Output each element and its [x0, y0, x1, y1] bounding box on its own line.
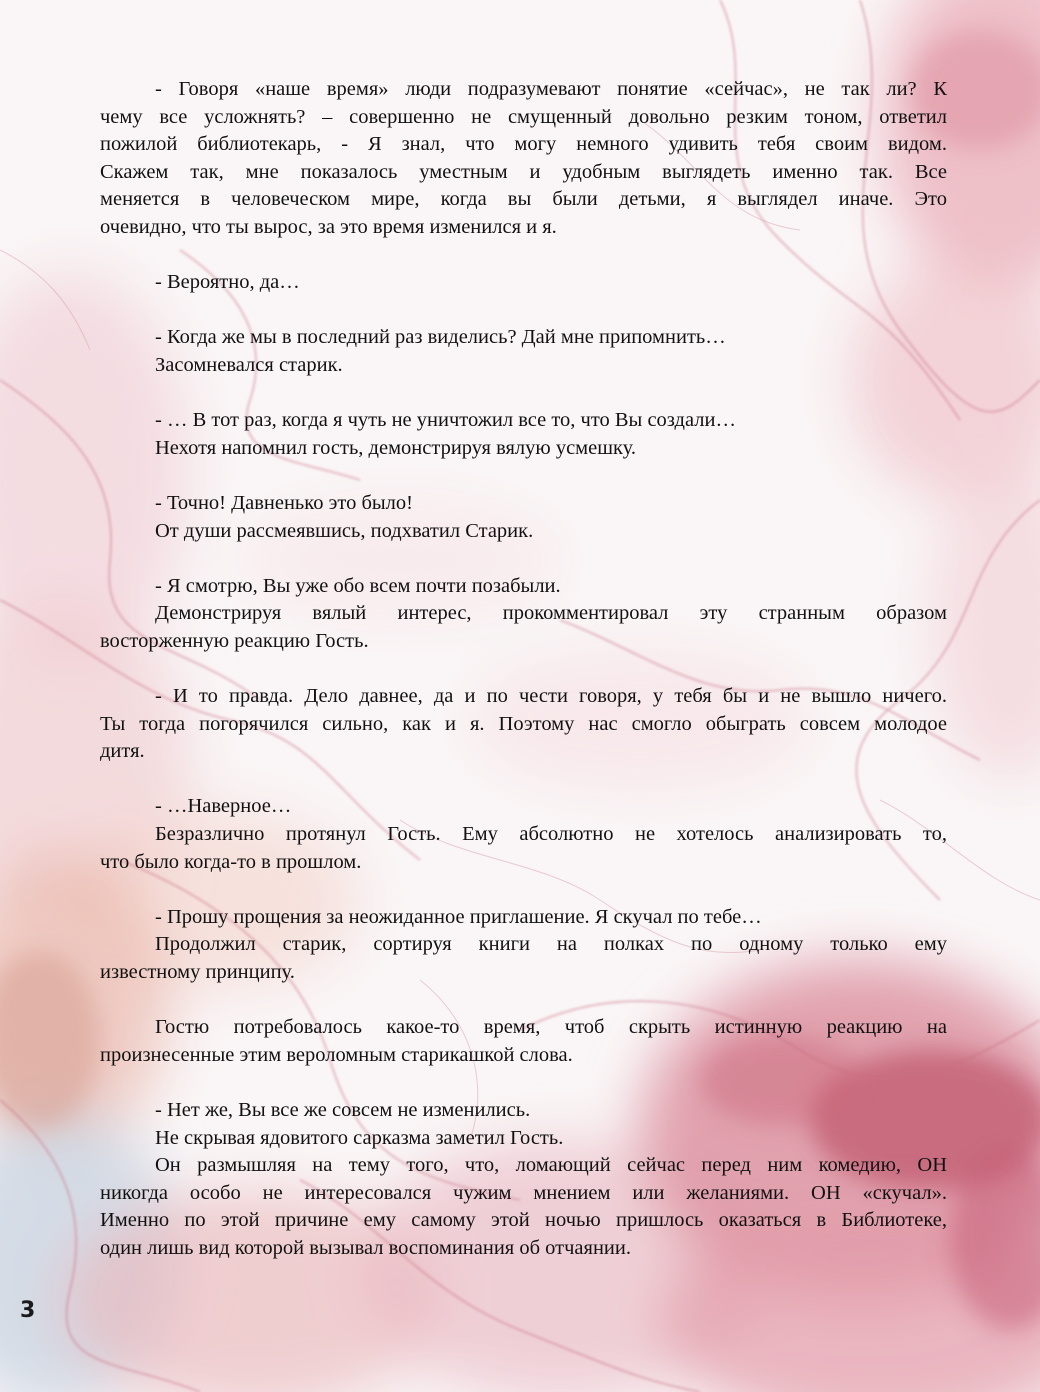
text-line: - Я смотрю, Вы уже обо всем почти позабыли.	[155, 574, 561, 597]
paragraph	[100, 573, 947, 656]
text-line: произнесенные этим вероломным старикашкой слова.	[100, 1043, 573, 1066]
text-line: меняется в человеческом мире, когда вы были детьми, я выглядел иначе. Это	[100, 188, 947, 211]
text-line: - Когда же мы в последний раз виделись? Дай мне припомнить…	[155, 326, 726, 349]
text-line: Засомневался старик.	[155, 353, 343, 376]
paragraph	[100, 76, 947, 242]
text-line: известному принципу.	[100, 961, 295, 983]
text-line: - Точно! Давненько это было!	[155, 491, 413, 514]
text-line: очевидно, что ты вырос, за это время изменился и я.	[100, 215, 557, 238]
text-line: Гостю потребовалось какое-то время, чтоб скрыть истинную реакцию на	[155, 1016, 947, 1039]
text-line: От души рассмеявшись, подхватил Старик.	[155, 519, 534, 542]
paragraph	[100, 1097, 947, 1263]
paragraph	[100, 407, 947, 462]
text-line: дитя.	[100, 740, 145, 763]
text-line: - Нет же, Вы все же совсем не изменились.	[155, 1098, 531, 1121]
text-line: - И то правда. Дело давнее, да и по чести говоря, у тебя бы и не вышло ничего.	[155, 685, 947, 708]
text-line: - Прошу прощения за неожиданное приглашение. Я скучал по тебе…	[155, 905, 762, 928]
text-line: Скажем так, мне показалось уместным и удобным выглядеть именно так. Все	[100, 160, 947, 183]
text-line: Продолжил старик, сортируя книги на полках по одному только ему	[155, 933, 947, 956]
text-line: Безразлично протянул Гость. Ему абсолютно не хотелось анализировать то,	[155, 823, 947, 846]
story-text	[100, 76, 947, 1263]
paragraph	[100, 904, 947, 987]
text-line: Именно по этой причине ему самому этой ночью пришлось оказаться в Библиотеке,	[100, 1209, 947, 1232]
text-line: один лишь вид которой вызывал воспоминания об отчаянии.	[100, 1236, 631, 1259]
text-line: - Вероятно, да…	[155, 271, 300, 294]
paragraph	[100, 683, 947, 766]
text-line: пожилой библиотекарь, - Я знал, что могу немного удивить тебя своим видом.	[100, 133, 947, 156]
text-line: восторженную реакцию Гость.	[100, 629, 369, 652]
text-line: - …Наверное…	[155, 795, 292, 818]
text-line: Нехотя напомнил гость, демонстрируя вялую усмешку.	[155, 436, 637, 459]
page-number: 3	[20, 1298, 36, 1323]
paragraph	[100, 324, 947, 379]
text-line: что было когда-то в прошлом.	[100, 850, 362, 873]
text-line: - … В тот раз, когда я чуть не уничтожил все то, что Вы создали…	[155, 409, 736, 432]
text-line: никогда особо не интересовался чужим мнением или желаниями. ОН «скучал».	[100, 1181, 947, 1204]
text-line: - Говоря «наше время» люди подразумевают понятие «сейчас», не так ли? К	[155, 78, 947, 100]
text-line: чему все усложнять? – совершенно не смущенный довольно резким тоном, ответил	[100, 105, 947, 128]
text-line: Ты тогда погорячился сильно, как и я. Поэтому нас смогло обыграть совсем молодое	[100, 712, 947, 735]
paragraph	[100, 490, 947, 545]
text-line: Демонстрируя вялый интерес, прокомментировал эту странным образом	[155, 602, 947, 625]
text-line: Не скрывая ядовитого сарказма заметил Гость.	[155, 1126, 564, 1149]
paragraph	[100, 793, 947, 876]
paragraph	[100, 269, 947, 297]
paragraph	[100, 1014, 947, 1069]
text-line: Он размышляя на тему того, что, ломающий сейчас перед ним комедию, ОН	[155, 1154, 947, 1177]
